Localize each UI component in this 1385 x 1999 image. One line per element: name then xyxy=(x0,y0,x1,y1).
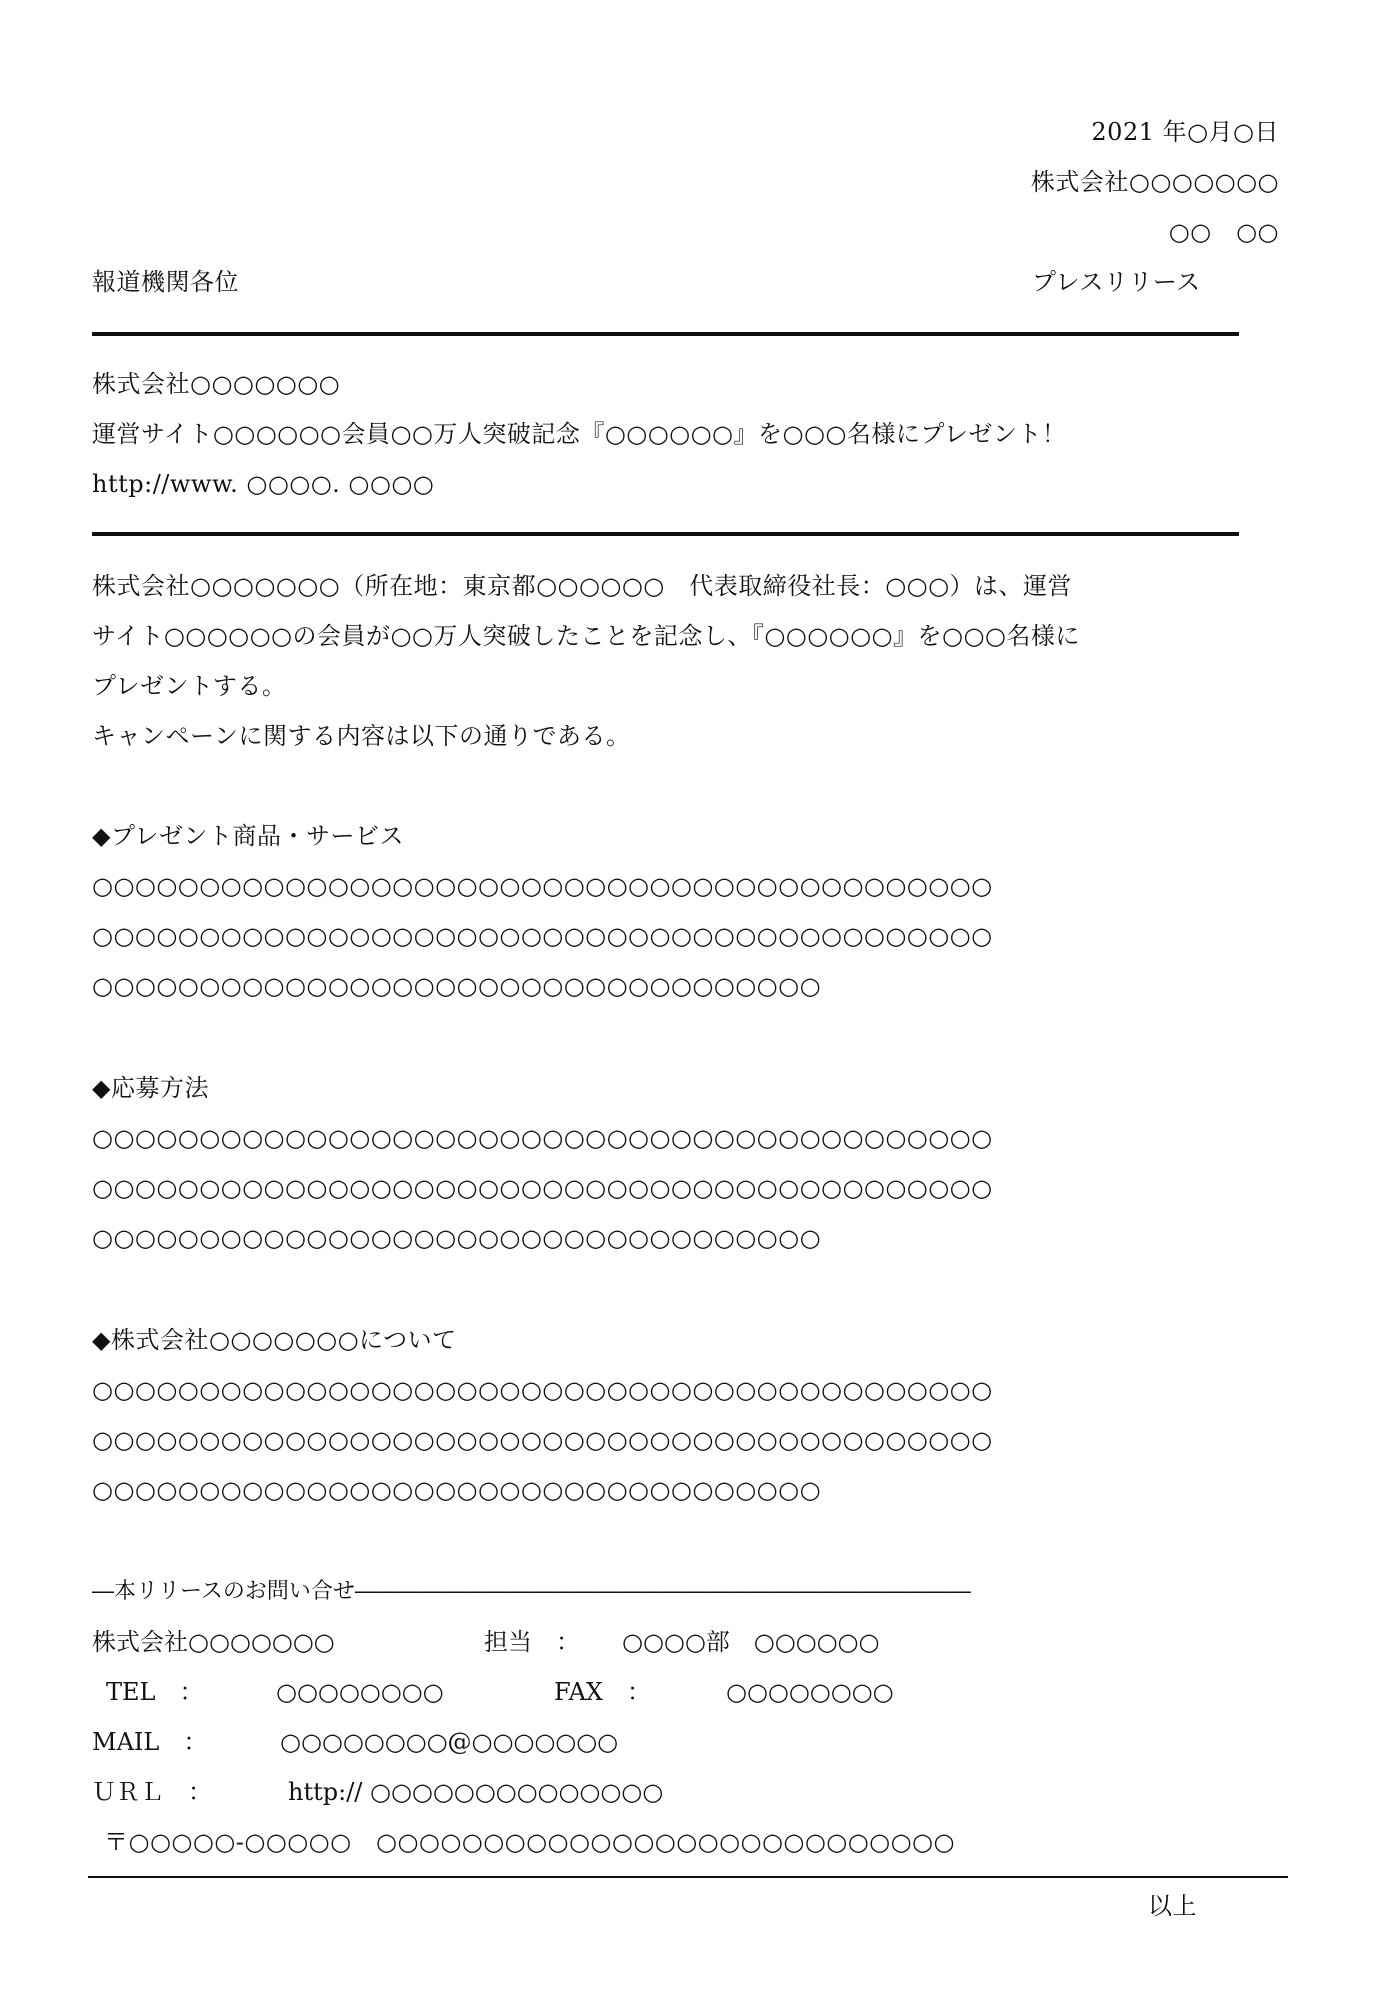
inquiry-url-row xyxy=(92,1776,1242,1808)
inquiry-company: 株式会社○○○○○○○ xyxy=(92,1628,335,1656)
bottom-divider xyxy=(88,1876,1288,1878)
url-value: http:// ○○○○○○○○○○○○○○ xyxy=(288,1778,664,1806)
inquiry-contact-row xyxy=(92,1626,1242,1658)
inquiry-contact-value: ○○○○部 ○○○○○○ xyxy=(622,1628,880,1656)
intro-line-2: サイト○○○○○○の会員が○○万人突破したことを記念し、『○○○○○○』を○○○名様に xyxy=(92,622,1080,650)
closing: 以上 xyxy=(1148,1892,1197,1920)
mail-label: MAIL ： xyxy=(92,1728,208,1756)
title-company: 株式会社○○○○○○○ xyxy=(92,370,341,398)
inquiry-contact-label: 担当 ： xyxy=(484,1628,580,1656)
recipient: 報道機関各位 xyxy=(92,268,239,296)
title-url: http://www. ○○○○. ○○○○ xyxy=(92,470,435,498)
document-type: プレスリリース xyxy=(1032,268,1201,296)
section-present-line-3: ○○○○○○○○○○○○○○○○○○○○○○○○○○○○○○○○○○ xyxy=(92,972,822,1000)
issuer-person: ○○ ○○ xyxy=(1168,218,1279,246)
headline: 運営サイト○○○○○○会員○○万人突破記念『○○○○○○』を○○○名様にプレゼント！ xyxy=(92,420,1067,448)
mail-value: ○○○○○○○○@○○○○○○○ xyxy=(280,1728,619,1756)
inquiry-heading: ―本リリースのお問い合せ―――――――――――――――――――――――――――― xyxy=(92,1579,971,1604)
intro-line-3: プレゼントする。 xyxy=(92,672,287,700)
section-present-line-1: ○○○○○○○○○○○○○○○○○○○○○○○○○○○○○○○○○○○○○○○○○○ xyxy=(92,872,993,900)
inquiry-mail-row xyxy=(92,1726,1242,1758)
section-present-line-2: ○○○○○○○○○○○○○○○○○○○○○○○○○○○○○○○○○○○○○○○○○○ xyxy=(92,922,993,950)
inquiry-tel-fax-row xyxy=(92,1676,1242,1708)
intro-line-1: 株式会社○○○○○○○（所在地：東京都○○○○○○ 代表取締役社長：○○○）は、運営 xyxy=(92,572,1073,600)
section-apply-line-3: ○○○○○○○○○○○○○○○○○○○○○○○○○○○○○○○○○○ xyxy=(92,1224,822,1252)
section-heading-company: ◆株式会社○○○○○○○について xyxy=(92,1326,457,1354)
section-heading-present: ◆プレゼント商品・サービス xyxy=(92,822,404,850)
section-company-line-1: ○○○○○○○○○○○○○○○○○○○○○○○○○○○○○○○○○○○○○○○○○○ xyxy=(92,1376,993,1404)
issuer-company: 株式会社○○○○○○○ xyxy=(1030,168,1279,196)
section-company-line-3: ○○○○○○○○○○○○○○○○○○○○○○○○○○○○○○○○○○ xyxy=(92,1476,822,1504)
intro-line-4: キャンペーンに関する内容は以下の通りである。 xyxy=(92,722,631,750)
section-apply-line-1: ○○○○○○○○○○○○○○○○○○○○○○○○○○○○○○○○○○○○○○○○○○ xyxy=(92,1124,993,1152)
top-divider xyxy=(92,332,1239,336)
section-apply-line-2: ○○○○○○○○○○○○○○○○○○○○○○○○○○○○○○○○○○○○○○○○○○ xyxy=(92,1174,993,1202)
release-date: 2021 年○月○日 xyxy=(1091,118,1279,146)
fax-label: FAX ： xyxy=(554,1678,651,1706)
tel-value: ○○○○○○○○ xyxy=(276,1678,444,1706)
url-label: ＵＲＬ ： xyxy=(92,1778,212,1806)
title-divider xyxy=(92,532,1239,536)
section-company-line-2: ○○○○○○○○○○○○○○○○○○○○○○○○○○○○○○○○○○○○○○○○○○ xyxy=(92,1426,993,1454)
section-heading-apply: ◆応募方法 xyxy=(92,1074,209,1102)
tel-label: TEL ： xyxy=(106,1678,204,1706)
inquiry-address: 〒○○○○○-○○○○○ ○○○○○○○○○○○○○○○○○○○○○○○○○○○ xyxy=(104,1828,955,1856)
fax-value: ○○○○○○○○ xyxy=(726,1678,894,1706)
